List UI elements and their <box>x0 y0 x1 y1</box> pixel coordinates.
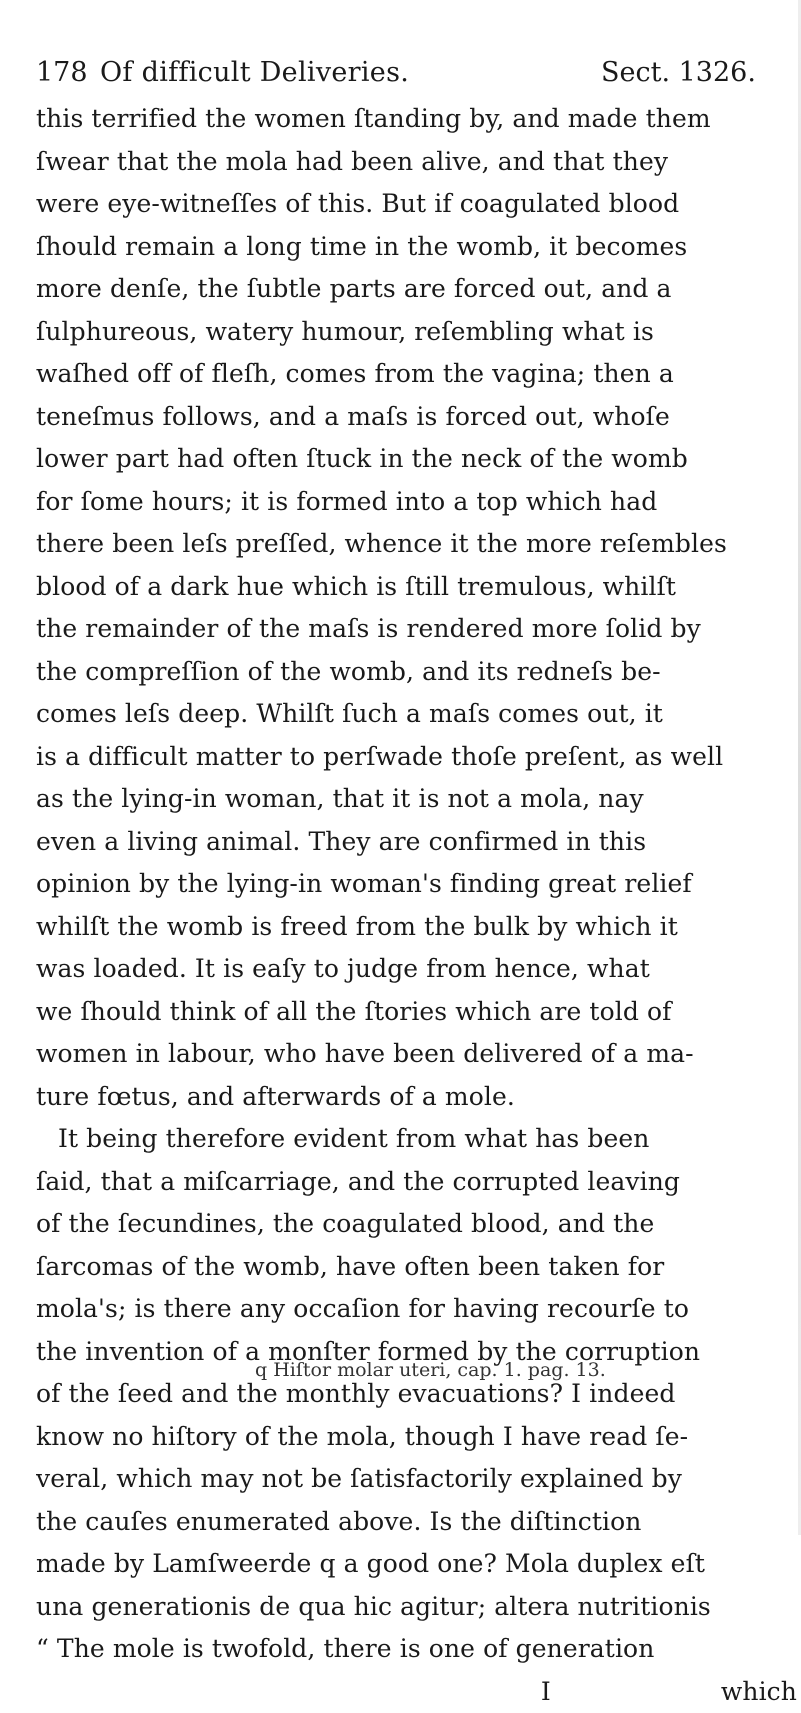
text-line: ſarcomas of the womb, have often been taken for <box>36 1246 801 1289</box>
catchword: which <box>721 1677 797 1706</box>
text-line: ſwear that the mola had been alive, and that they <box>36 141 801 184</box>
text-line: there been leſs preſſed, whence it the more reſembles <box>36 523 801 566</box>
text-line: “ The mole is twofold, there is one of generation <box>36 1628 801 1671</box>
catchword-line <box>36 1671 801 1713</box>
text-line: mola's; is there any occaſion for having recourſe to <box>36 1288 801 1331</box>
text-line: opinion by the lying-in woman's finding great relief <box>36 863 801 906</box>
text-line: know no hiſtory of the mola, though I have read ſe- <box>36 1416 801 1459</box>
text-line: the invention of a monſter formed by the corruption <box>36 1331 801 1374</box>
text-line: more denſe, the ſubtle parts are forced out, and a <box>36 268 801 311</box>
text-line: ture fœtus, and afterwards of a mole. <box>36 1076 801 1119</box>
text-line: waſhed off of fleſh, comes from the vagina; then a <box>36 353 801 396</box>
text-line: is a difficult matter to perſwade thoſe preſent, as well <box>36 736 801 779</box>
text-line: ſulphureous, watery humour, reſembling what is <box>36 311 801 354</box>
text-line: this terrified the women ſtanding by, and made them <box>36 98 801 141</box>
text-line: blood of a dark hue which is ſtill tremulous, whilſt <box>36 566 801 609</box>
text-line: ſhould remain a long time in the womb, it becomes <box>36 226 801 269</box>
text-line: whilſt the womb is freed from the bulk by which it <box>36 906 801 949</box>
text-line: the compreſſion of the womb, and its redneſs be- <box>36 651 801 694</box>
text-line: the remainder of the maſs is rendered more ſolid by <box>36 608 801 651</box>
footnote-marker: q <box>255 1359 267 1381</box>
text-line: of the ſecundines, the coagulated blood, and the <box>36 1203 801 1246</box>
text-line: women in labour, who have been delivered of a ma- <box>36 1033 801 1076</box>
text-line: ſaid, that a miſcarriage, and the corrupted leaving <box>36 1161 801 1204</box>
text-line: we ſhould think of all the ſtories which are told of <box>36 991 801 1034</box>
text-line: for ſome hours; it is formed into a top which had <box>36 481 801 524</box>
page-number: 178 <box>36 50 88 96</box>
text-line: as the lying-in woman, that it is not a mola, nay <box>36 778 801 821</box>
text-line: una generationis de qua hic agitur; altera nutritionis <box>36 1586 801 1629</box>
footnote <box>255 1355 606 1385</box>
text-line: was loaded. It is eaſy to judge from hence, what <box>36 948 801 991</box>
text-line: lower part had often ſtuck in the neck of the womb <box>36 438 801 481</box>
body-text <box>36 98 801 1713</box>
signature-mark: I <box>541 1677 551 1706</box>
paragraph-start-line: It being therefore evident from what has been <box>36 1118 801 1161</box>
running-title: Of difficult Deliveries. <box>100 50 409 96</box>
text-line: even a living animal. They are confirmed in this <box>36 821 801 864</box>
section-reference: Sect. 1326. <box>601 50 756 96</box>
text-line: comes leſs deep. Whilſt ſuch a maſs comes out, it <box>36 693 801 736</box>
footnote-text: Hiſtor molar uteri, cap. 1. pag. 13. <box>273 1359 606 1381</box>
text-line: of the ſeed and the monthly evacuations? I indeed <box>36 1373 801 1416</box>
text-line: the cauſes enumerated above. Is the diſtinction <box>36 1501 801 1544</box>
text-line: made by Lamſweerde q a good one? Mola duplex eſt <box>36 1543 801 1586</box>
text-line: were eye-witneſſes of this. But if coagulated blood <box>36 183 801 226</box>
page-header <box>36 50 796 96</box>
text-line: veral, which may not be ſatisfactorily explained by <box>36 1458 801 1501</box>
text-line: teneſmus follows, and a maſs is forced out, whoſe <box>36 396 801 439</box>
